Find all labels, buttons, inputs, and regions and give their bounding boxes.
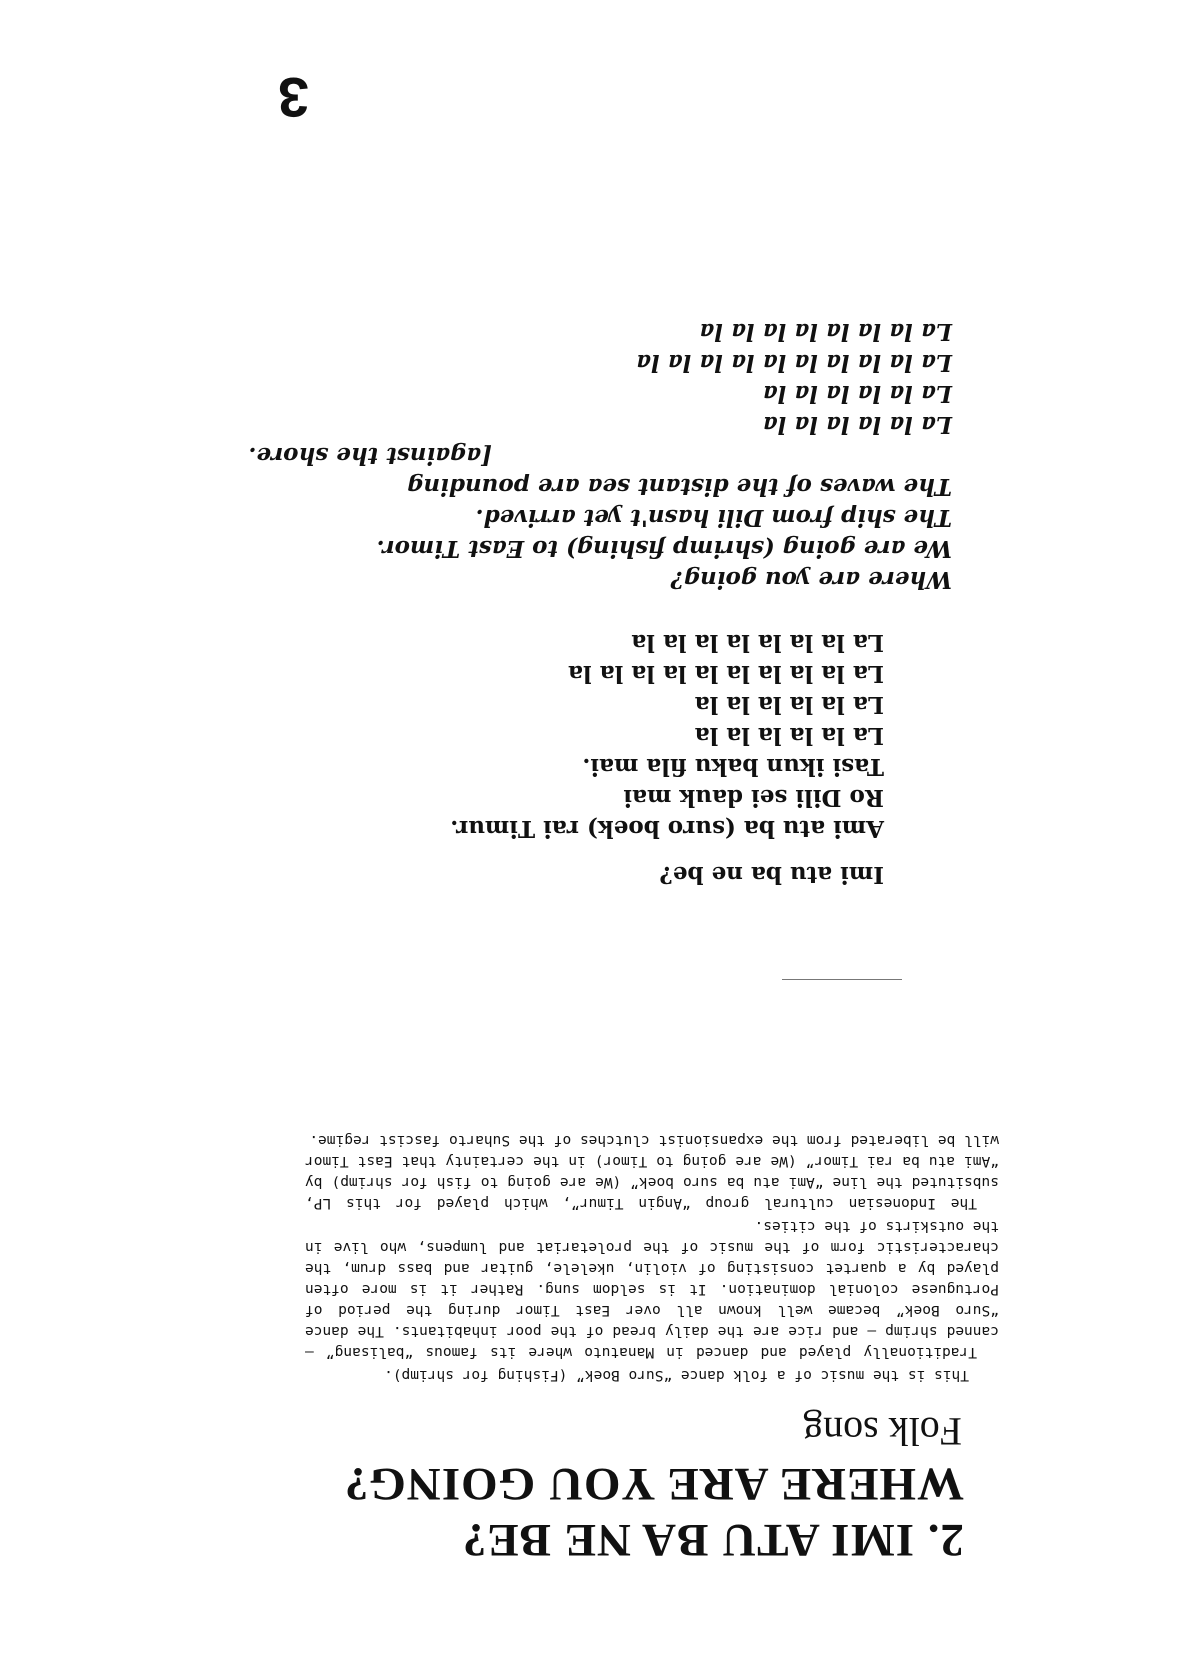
song-title <box>64 1456 964 1568</box>
song-title-tetum: 2. IMI ATU BA NE BE? <box>461 1514 964 1566</box>
lyric-line: [against the shore. <box>248 442 492 469</box>
notes-paragraph: The Indonesian cultural group “Angin Timur”, which played for this LP, subsituted the line “Ami atu ba suro boek” (We are going to fish for shrimp) by “Ami atu ba rai Timor” (We are going to Timor) in the certainty that East Timor will be liberated from the expansionist clutches of the Suharto fascist regime. <box>305 1132 999 1211</box>
song-title-english: WHERE ARE YOU GOING? <box>343 1458 964 1510</box>
lyric-line: La la la la la la la la la la <box>568 660 884 687</box>
page-number: 3 <box>277 66 309 129</box>
lyric-line: Imi atu ba ne be? <box>659 861 884 888</box>
notes-paragraph: This is the music of a folk dance “Suro Boek” (Fishing for shrimp). <box>384 1367 969 1383</box>
lyrics-english <box>248 316 952 595</box>
lyric-line: La la la la la la <box>694 722 884 749</box>
lyric-line: La la la la la la <box>694 691 884 718</box>
liner-notes <box>305 1127 999 1385</box>
lyric-line: We are going (shrimp fishing) to East Timor. <box>376 535 952 562</box>
lyric-line: Tasi ikun baku fila mai. <box>582 753 884 780</box>
lyric-line: La la la la la la <box>762 380 952 407</box>
lyric-line: The ship from Dili hasn't yet arrived. <box>475 504 952 531</box>
scan-mark <box>782 979 902 980</box>
lyric-line: The waves of the distant sea are pounding <box>407 473 952 500</box>
lyric-line: La la la la la la la la <box>631 629 884 656</box>
lyric-line: La la la la la la la la <box>699 318 952 345</box>
lyrics-tetum <box>450 627 884 890</box>
lyric-line: La la la la la la <box>762 411 952 438</box>
notes-paragraph: Traditionally played and danced in Manatuto where its famous “balisang” – canned shrimp – and rice are the daily bread of the poor inhabitants. The dance “Suro Boek” became well known all over East Timor during the period of Portuguese colonial domination. It is seldom sung. Rather it is more often played by a quartet consisting of violin, ukelele, guitar and bass drum, the characteristic form of the music of the proletariat and lumpens, who live in the outskirts of the cities. <box>305 1218 999 1360</box>
song-subtitle: Folk song <box>803 1409 962 1454</box>
lyric-line: Where are you going? <box>670 566 952 593</box>
lyric-line: Ro Dili sei dauk mai <box>623 784 884 811</box>
lyric-line: Ami atu ba (suro boek) rai Timur. <box>450 815 884 842</box>
lyric-line: La la la la la la la la la la <box>636 349 952 376</box>
